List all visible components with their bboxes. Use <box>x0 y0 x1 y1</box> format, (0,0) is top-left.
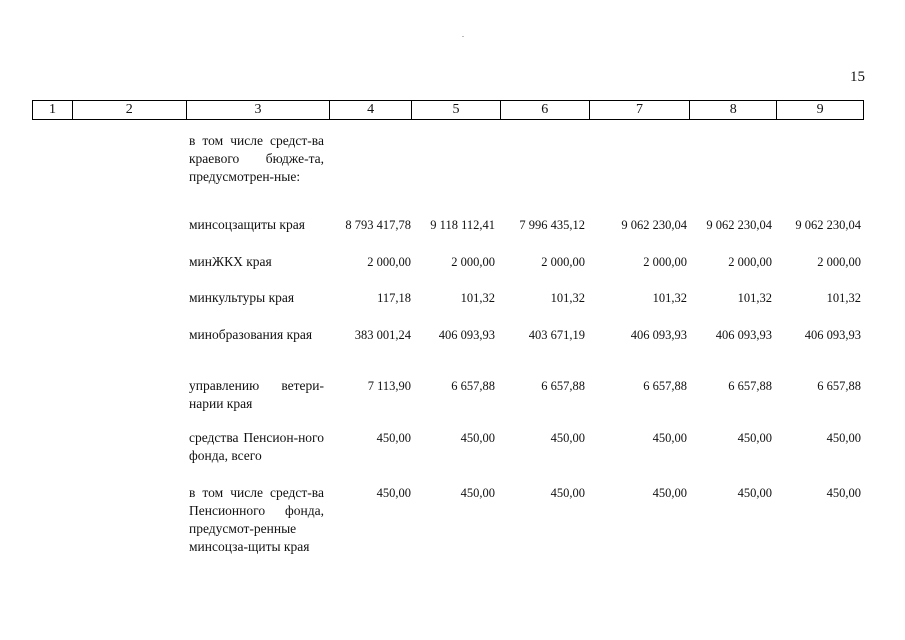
column-number-2: 2 <box>73 101 187 119</box>
value-col-4: 450,00 <box>376 431 411 445</box>
value-col-8: 406 093,93 <box>715 328 772 342</box>
value-col-6: 7 996 435,12 <box>519 218 585 232</box>
value-col-4: 2 000,00 <box>367 255 411 269</box>
row-label: минобразования края <box>189 327 313 342</box>
row-label: средства Пенсион-ного фонда, всего <box>189 430 324 463</box>
row-label: в том числе средст-ва краевого бюдже-та, предусмотрен-ные: <box>189 133 324 184</box>
column-number-3: 3 <box>187 101 331 119</box>
value-col-7: 406 093,93 <box>630 328 687 342</box>
value-col-7: 2 000,00 <box>643 255 687 269</box>
value-col-6: 450,00 <box>550 486 585 500</box>
value-col-6: 403 671,19 <box>528 328 585 342</box>
value-col-4: 8 793 417,78 <box>345 218 411 232</box>
row-label: минсоцзащиты края <box>189 217 305 232</box>
row-label: в том числе средст-ва Пенсионного фонда, предусмот-ренные минсоцза-щиты края <box>189 485 324 554</box>
value-col-6: 101,32 <box>550 291 585 305</box>
value-col-9: 450,00 <box>826 486 861 500</box>
value-col-7: 6 657,88 <box>643 379 687 393</box>
value-col-9: 450,00 <box>826 431 861 445</box>
column-number-9: 9 <box>816 102 824 117</box>
value-col-7: 450,00 <box>652 431 687 445</box>
value-col-8: 2 000,00 <box>728 255 772 269</box>
value-col-9: 101,32 <box>826 291 861 305</box>
value-col-8: 450,00 <box>737 486 772 500</box>
row-label: управлению ветери-нарии края <box>189 378 324 411</box>
column-number-4: 4 <box>330 101 412 119</box>
row-label: минкультуры края <box>189 290 295 305</box>
scan-artifact <box>462 36 464 37</box>
value-col-9: 9 062 230,04 <box>795 218 861 232</box>
column-number-6: 6 <box>501 101 590 119</box>
column-number-1: 1 <box>33 101 73 119</box>
value-col-7: 101,32 <box>652 291 687 305</box>
column-number-7: 7 <box>590 101 691 119</box>
value-col-5: 406 093,93 <box>438 328 495 342</box>
page-number: 15 <box>850 69 865 85</box>
value-col-9: 406 093,93 <box>804 328 861 342</box>
value-col-4: 450,00 <box>376 486 411 500</box>
value-col-7: 9 062 230,04 <box>621 218 687 232</box>
value-col-6: 2 000,00 <box>541 255 585 269</box>
value-col-6: 6 657,88 <box>541 379 585 393</box>
value-col-8: 450,00 <box>737 431 772 445</box>
column-number-5: 5 <box>412 101 501 119</box>
value-col-8: 9 062 230,04 <box>706 218 772 232</box>
row-label: минЖКХ края <box>189 254 272 269</box>
value-col-5: 2 000,00 <box>451 255 495 269</box>
value-col-6: 450,00 <box>550 431 585 445</box>
value-col-8: 101,32 <box>737 291 772 305</box>
value-col-7: 450,00 <box>652 486 687 500</box>
value-col-5: 101,32 <box>460 291 495 305</box>
value-col-9: 6 657,88 <box>817 379 861 393</box>
column-number-8: 8 <box>690 101 777 119</box>
value-col-5: 450,00 <box>460 431 495 445</box>
value-col-4: 383 001,24 <box>354 328 411 342</box>
value-col-9: 2 000,00 <box>817 255 861 269</box>
value-col-5: 450,00 <box>460 486 495 500</box>
value-col-4: 117,18 <box>377 291 411 305</box>
value-col-8: 6 657,88 <box>728 379 772 393</box>
column-number-header <box>32 100 864 120</box>
value-col-5: 9 118 112,41 <box>430 218 495 232</box>
value-col-4: 7 113,90 <box>367 379 411 393</box>
value-col-5: 6 657,88 <box>451 379 495 393</box>
